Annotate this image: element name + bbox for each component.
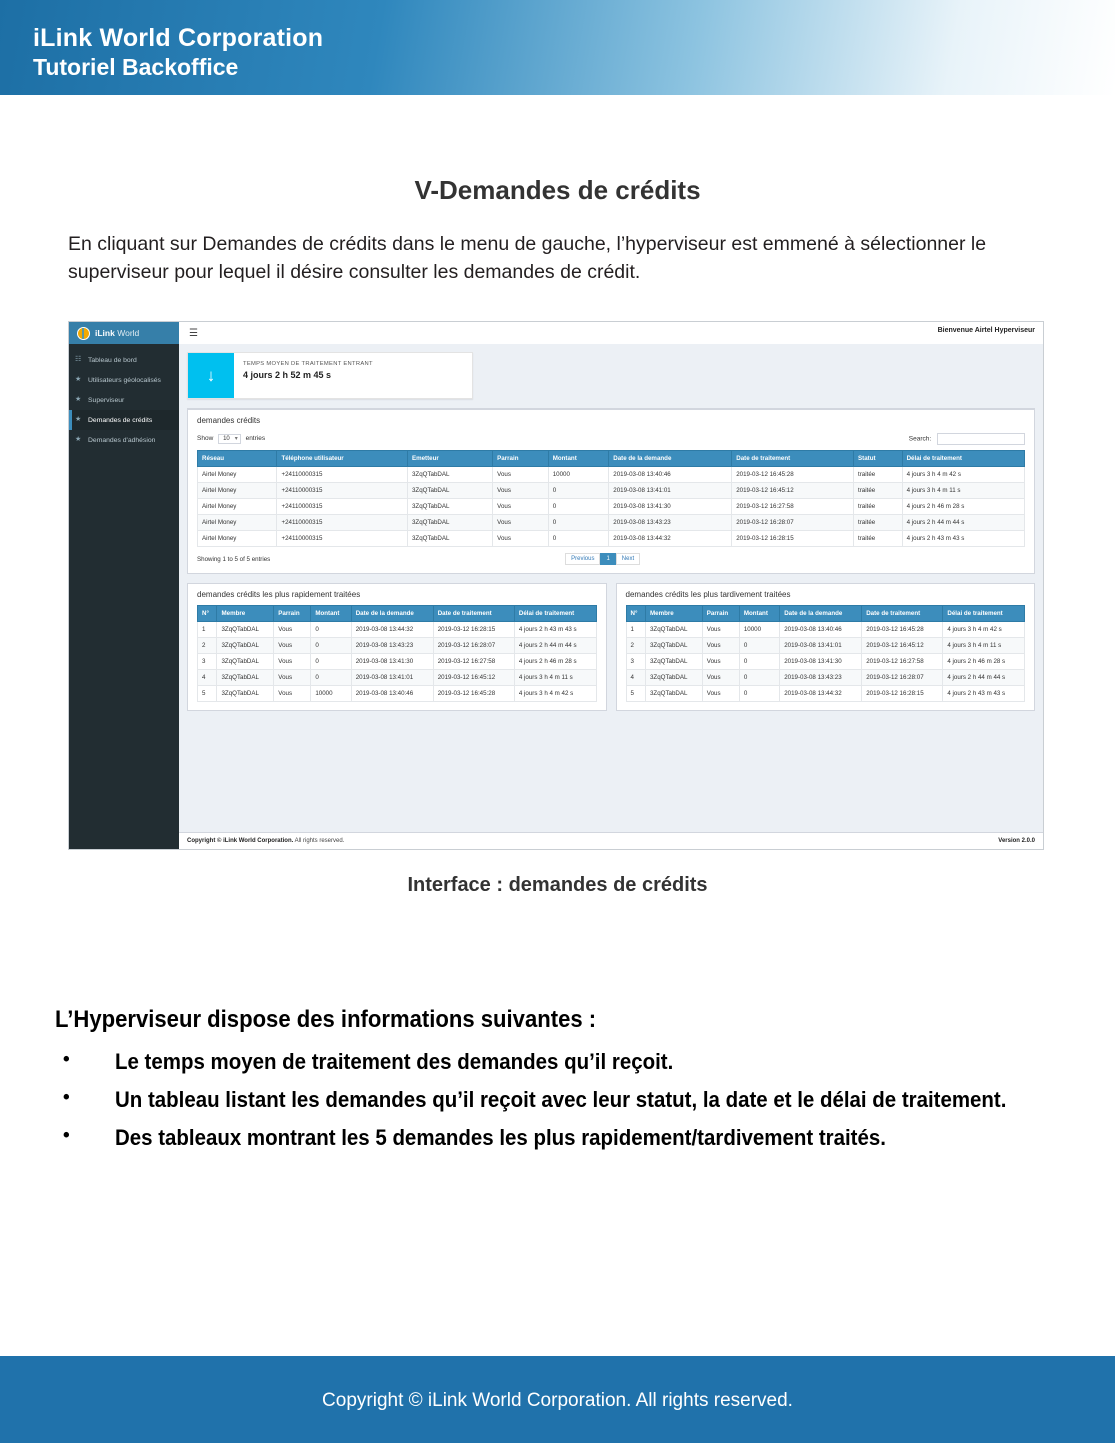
cell: 4 jours 3 h 4 m 42 s	[902, 467, 1024, 483]
cell: 4	[198, 670, 217, 686]
app-copyright-rest: All rights reserved.	[293, 838, 345, 844]
cell: 0	[311, 638, 351, 654]
cell: 4 jours 2 h 44 m 44 s	[943, 670, 1025, 686]
previous-page-button[interactable]: Previous	[565, 553, 600, 565]
cell: 2019-03-12 16:27:58	[433, 654, 514, 670]
sidebar-item-label: Superviseur	[88, 396, 125, 404]
bullet-item	[55, 1046, 1085, 1078]
intro-paragraph: En cliquant sur Demandes de crédits dans le menu de gauche, l’hyperviseur est emmené à sélectionner le superviseur pour lequel il désire consulter les demandes de crédit.	[68, 233, 987, 283]
col-date-traitement[interactable]: Date de traitement	[732, 451, 854, 467]
col-num[interactable]: N°	[626, 606, 645, 622]
cell: 3ZqQTabDAL	[645, 654, 702, 670]
table-row	[198, 483, 1025, 499]
cell: 3ZqQTabDAL	[217, 686, 274, 702]
brand-text	[95, 328, 139, 338]
col-delai[interactable]: Délai de traitement	[943, 606, 1025, 622]
cell: 0	[548, 515, 609, 531]
cell: 4 jours 2 h 43 m 43 s	[514, 622, 596, 638]
cell: 2019-03-08 13:44:32	[780, 686, 862, 702]
cell: 4 jours 2 h 44 m 44 s	[514, 638, 596, 654]
table-row	[626, 654, 1025, 670]
sidebar-item-label: Demandes de crédits	[88, 416, 153, 424]
col-montant[interactable]: Montant	[311, 606, 351, 622]
table-row	[626, 686, 1025, 702]
cell: 2019-03-12 16:45:12	[862, 638, 943, 654]
entries-control	[197, 434, 265, 444]
bullet-text: Un tableau listant les demandes qu’il reçoit avec leur statut, la date et le délai de traitement.	[115, 1086, 1007, 1112]
brand-name: iLink	[95, 328, 115, 338]
cell: 2019-03-08 13:40:46	[609, 467, 732, 483]
col-membre[interactable]: Membre	[217, 606, 274, 622]
cell: 0	[311, 622, 351, 638]
cell: 4 jours 3 h 4 m 11 s	[943, 638, 1025, 654]
cell: 3ZqQTabDAL	[407, 531, 492, 547]
cell: 0	[739, 654, 779, 670]
app-version: Version 2.0.0	[998, 838, 1035, 844]
table-header-row	[198, 606, 597, 622]
cell: Vous	[702, 670, 739, 686]
cell: 2019-03-12 16:28:15	[433, 622, 514, 638]
cell: 2019-03-08 13:40:46	[351, 686, 433, 702]
cell: 2	[626, 638, 645, 654]
cell: 5	[626, 686, 645, 702]
cell: traitée	[854, 531, 903, 547]
cell: 2019-03-08 13:44:32	[351, 622, 433, 638]
cell: 10000	[739, 622, 779, 638]
cell: 2019-03-08 13:43:23	[609, 515, 732, 531]
cell: 3ZqQTabDAL	[217, 670, 274, 686]
col-telephone[interactable]: Téléphone utilisateur	[277, 451, 408, 467]
slowest-processed-panel	[616, 583, 1036, 711]
download-arrow-icon: ↓	[188, 353, 234, 398]
col-emetteur[interactable]: Emetteur	[407, 451, 492, 467]
cell: 4 jours 2 h 43 m 43 s	[902, 531, 1024, 547]
cell: 3ZqQTabDAL	[217, 622, 274, 638]
cell: 1	[626, 622, 645, 638]
cell: 2	[198, 638, 217, 654]
col-montant[interactable]: Montant	[548, 451, 609, 467]
show-label: Show	[197, 435, 214, 442]
page-size-select[interactable]: 10 ▾	[218, 434, 241, 444]
cell: 4 jours 3 h 4 m 11 s	[514, 670, 596, 686]
cell: 2019-03-12 16:27:58	[732, 499, 854, 515]
cell: 3	[626, 654, 645, 670]
cell: 3ZqQTabDAL	[407, 515, 492, 531]
cell: Airtel Money	[198, 467, 277, 483]
cell: 2019-03-12 16:45:12	[732, 483, 854, 499]
info-bullets	[55, 1046, 1085, 1160]
cell: Vous	[274, 670, 311, 686]
cell: traitée	[854, 499, 903, 515]
col-date-demande[interactable]: Date de la demande	[351, 606, 433, 622]
cell: 3ZqQTabDAL	[407, 483, 492, 499]
col-date-traitement[interactable]: Date de traitement	[862, 606, 943, 622]
cell: 3ZqQTabDAL	[407, 467, 492, 483]
app-footer	[179, 832, 1043, 849]
cell: 4 jours 2 h 46 m 28 s	[902, 499, 1024, 515]
col-delai[interactable]: Délai de traitement	[902, 451, 1024, 467]
cell: 2019-03-08 13:41:01	[351, 670, 433, 686]
search-control	[909, 433, 1025, 445]
bullet-marker: •	[63, 1086, 70, 1108]
table-header-row	[198, 451, 1025, 467]
cell: +24110000315	[277, 499, 408, 515]
screenshot-figure	[68, 321, 1044, 850]
cell: Vous	[274, 638, 311, 654]
banner-subtitle: Tutoriel Backoffice	[33, 54, 239, 80]
col-membre[interactable]: Membre	[645, 606, 702, 622]
cell: 2019-03-08 13:40:46	[780, 622, 862, 638]
table-row	[198, 622, 597, 638]
credit-requests-panel	[187, 408, 1035, 574]
cell: 3ZqQTabDAL	[645, 622, 702, 638]
table-row	[198, 638, 597, 654]
table-row	[626, 670, 1025, 686]
col-montant[interactable]: Montant	[739, 606, 779, 622]
cell: 2019-03-08 13:41:30	[351, 654, 433, 670]
cell: 3ZqQTabDAL	[407, 499, 492, 515]
cell: 1	[198, 622, 217, 638]
panel-title: demandes crédits	[197, 416, 261, 425]
sidebar-item-demandes-dadhesion[interactable]	[69, 430, 179, 450]
app-copyright: Copyright © iLink World Corporation.	[187, 838, 294, 844]
sidebar-item-label: Tableau de bord	[88, 356, 137, 364]
cell: 0	[739, 638, 779, 654]
avg-processing-time-box	[187, 352, 473, 399]
cell: 4 jours 2 h 43 m 43 s	[943, 686, 1025, 702]
cell: 2019-03-12 16:45:28	[862, 622, 943, 638]
sidebar-item-demandes-de-credits[interactable]	[69, 410, 179, 430]
cell: 3ZqQTabDAL	[645, 686, 702, 702]
app-header	[69, 322, 1043, 344]
sidebar-item-utilisateurs-geolocalises[interactable]	[69, 370, 179, 390]
infobox-value: 4 jours 2 h 52 m 45 s	[243, 370, 332, 380]
cell: 3ZqQTabDAL	[645, 638, 702, 654]
cell: 2019-03-12 16:28:07	[433, 638, 514, 654]
table-row	[198, 499, 1025, 515]
cell: 0	[311, 654, 351, 670]
credit-requests-table	[197, 450, 1025, 547]
cell: 0	[548, 531, 609, 547]
globe-icon	[77, 327, 90, 340]
cell: 2019-03-12 16:28:07	[732, 515, 854, 531]
bullet-text: Des tableaux montrant les 5 demandes les plus rapidement/tardivement traités.	[115, 1124, 886, 1150]
cell: Airtel Money	[198, 483, 277, 499]
cell: Airtel Money	[198, 499, 277, 515]
cell: +24110000315	[277, 515, 408, 531]
cell: 0	[311, 670, 351, 686]
next-page-button[interactable]: Next	[616, 553, 640, 565]
page-1-button[interactable]: 1	[600, 553, 615, 565]
welcome-label: Bienvenue Airtel Hyperviseur	[937, 327, 1035, 334]
cell: 2019-03-12 16:45:28	[732, 467, 854, 483]
col-date-demande[interactable]: Date de la demande	[780, 606, 862, 622]
brand-suffix: World	[117, 328, 140, 338]
cell: Vous	[493, 531, 549, 547]
table-row	[626, 622, 1025, 638]
pagination	[565, 553, 640, 565]
cell: 2019-03-12 16:28:07	[862, 670, 943, 686]
table-row	[626, 638, 1025, 654]
cell: 3ZqQTabDAL	[217, 638, 274, 654]
cell: 2019-03-12 16:28:15	[732, 531, 854, 547]
cell: 2019-03-12 16:45:28	[433, 686, 514, 702]
page-title: V-Demandes de crédits	[414, 175, 701, 205]
table-header-row	[626, 606, 1025, 622]
cell: 2019-03-08 13:41:01	[609, 483, 732, 499]
sidebar-item-superviseur[interactable]	[69, 390, 179, 410]
bullet-text: Le temps moyen de traitement des demandes qu’il reçoit.	[115, 1049, 674, 1074]
col-num[interactable]: N°	[198, 606, 217, 622]
cell: Vous	[274, 622, 311, 638]
cell: 4 jours 3 h 4 m 42 s	[943, 622, 1025, 638]
page-footer	[0, 1359, 1115, 1443]
cell: traitée	[854, 467, 903, 483]
cell: 2019-03-08 13:41:30	[609, 499, 732, 515]
app-logo[interactable]	[69, 322, 179, 344]
cell: 4 jours 2 h 44 m 44 s	[902, 515, 1024, 531]
cell: +24110000315	[277, 467, 408, 483]
sidebar-item-tableau-de-bord[interactable]	[69, 350, 179, 370]
table-row	[198, 670, 597, 686]
cell: 2019-03-12 16:28:15	[862, 686, 943, 702]
col-delai[interactable]: Délai de traitement	[514, 606, 596, 622]
hamburger-icon[interactable]: ☰	[189, 327, 198, 339]
banner-title: iLink World Corporation	[33, 24, 324, 52]
fastest-table	[197, 605, 597, 702]
table-row	[198, 531, 1025, 547]
cell: 2019-03-08 13:44:32	[609, 531, 732, 547]
credit-icon: ★	[75, 416, 82, 423]
search-input[interactable]	[937, 433, 1025, 445]
cell: 3	[198, 654, 217, 670]
cell: traitée	[854, 483, 903, 499]
col-parrain[interactable]: Parrain	[702, 606, 739, 622]
cell: 10000	[548, 467, 609, 483]
cell: 0	[548, 483, 609, 499]
cell: 2019-03-12 16:45:12	[433, 670, 514, 686]
info-heading: L’Hyperviseur dispose des informations suivantes :	[55, 1006, 597, 1033]
cell: Vous	[493, 483, 549, 499]
table-row	[198, 467, 1025, 483]
cell: Vous	[702, 622, 739, 638]
bullet-marker: •	[63, 1124, 70, 1146]
cell: +24110000315	[277, 483, 408, 499]
cell: 2019-03-12 16:27:58	[862, 654, 943, 670]
cell: 2019-03-08 13:41:30	[780, 654, 862, 670]
membership-icon: ★	[75, 436, 82, 443]
sidebar-item-label: Demandes d'adhésion	[88, 436, 156, 444]
cell: 3ZqQTabDAL	[217, 654, 274, 670]
footer-text: Copyright © iLink World Corporation. All rights reserved.	[322, 1390, 793, 1411]
bullet-item	[55, 1084, 1085, 1116]
app-content	[179, 344, 1043, 850]
cell: 5	[198, 686, 217, 702]
infobox-label: TEMPS MOYEN DE TRAITEMENT ENTRANT	[243, 361, 373, 367]
figure-caption: Interface : demandes de crédits	[407, 874, 708, 896]
search-label: Search:	[908, 435, 932, 443]
supervisor-icon: ★	[75, 396, 82, 403]
cell: 4 jours 3 h 4 m 11 s	[902, 483, 1024, 499]
cell: Vous	[493, 499, 549, 515]
panel-title: demandes crédits les plus tardivement traitées	[625, 590, 791, 599]
cell: +24110000315	[277, 531, 408, 547]
bullet-marker: •	[63, 1049, 70, 1070]
fastest-processed-panel	[187, 583, 607, 711]
cell: 3ZqQTabDAL	[645, 670, 702, 686]
col-reseau[interactable]: Réseau	[198, 451, 277, 467]
cell: 0	[739, 670, 779, 686]
sidebar-item-label: Utilisateurs géolocalisés	[88, 376, 161, 384]
cell: 4 jours 2 h 46 m 28 s	[514, 654, 596, 670]
cell: Airtel Money	[198, 515, 277, 531]
table-row	[198, 515, 1025, 531]
slowest-table	[626, 605, 1026, 702]
users-icon: ★	[75, 376, 82, 383]
entries-label: entries	[245, 435, 266, 442]
dashboard-icon: ☷	[75, 356, 82, 363]
cell: 10000	[311, 686, 351, 702]
showing-entries-label: Showing 1 to 5 of 5 entries	[197, 555, 271, 563]
panel-title: demandes crédits les plus rapidement traitées	[197, 590, 361, 599]
cell: Vous	[702, 686, 739, 702]
cell: Vous	[274, 654, 311, 670]
cell: 4 jours 2 h 46 m 28 s	[943, 654, 1025, 670]
cell: 0	[548, 499, 609, 515]
cell: 2019-03-08 13:43:23	[780, 670, 862, 686]
cell: traitée	[854, 515, 903, 531]
cell: 2019-03-08 13:43:23	[351, 638, 433, 654]
sidebar	[69, 344, 179, 850]
cell: 4	[626, 670, 645, 686]
col-date-traitement[interactable]: Date de traitement	[433, 606, 514, 622]
table-row	[198, 686, 597, 702]
page-banner	[0, 0, 1115, 95]
col-parrain[interactable]: Parrain	[274, 606, 311, 622]
cell: Airtel Money	[198, 531, 277, 547]
cell: 2019-03-08 13:41:01	[780, 638, 862, 654]
cell: Vous	[493, 467, 549, 483]
col-parrain[interactable]: Parrain	[493, 451, 549, 467]
col-date-demande[interactable]: Date de la demande	[609, 451, 732, 467]
col-statut[interactable]: Statut	[854, 451, 903, 467]
cell: Vous	[702, 654, 739, 670]
bullet-item	[55, 1122, 1085, 1154]
cell: Vous	[493, 515, 549, 531]
cell: Vous	[702, 638, 739, 654]
cell: 4 jours 3 h 4 m 42 s	[514, 686, 596, 702]
cell: 0	[739, 686, 779, 702]
cell: Vous	[274, 686, 311, 702]
table-row	[198, 654, 597, 670]
